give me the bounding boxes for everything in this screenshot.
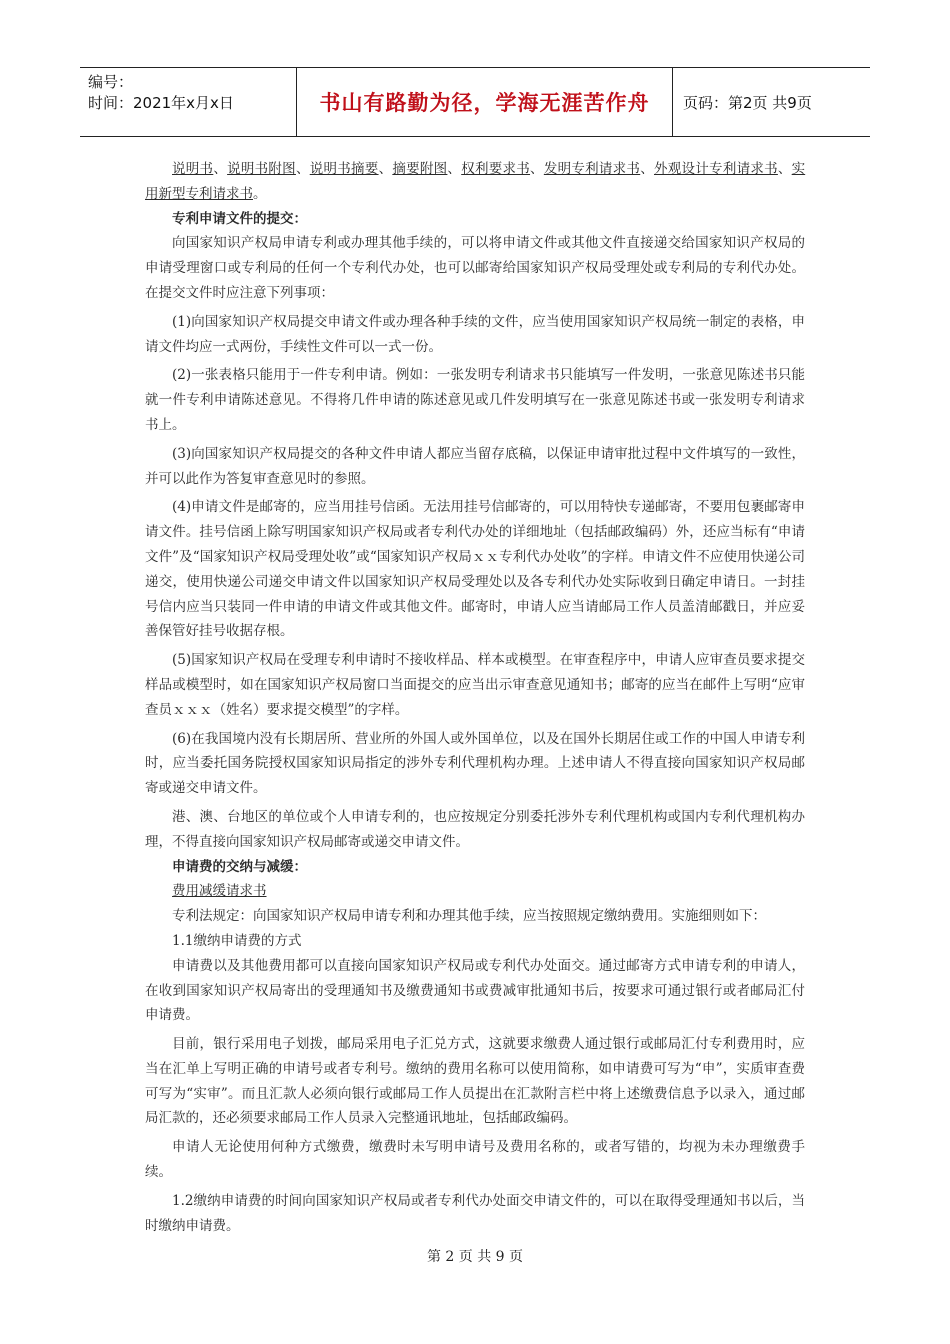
paragraph: (3)向国家知识产权局提交的各种文件申请人都应当留存底稿，以保证申请审批过程中文件填写的一致性，并可以此作为答复审查意见时的参照。	[145, 445, 805, 487]
number-label: 编号：	[88, 73, 134, 91]
paragraph: (2)一张表格只能用于一件专利申请。例如：一张发明专利请求书只能填写一件发明，一张意见陈述书只能就一件专利申请陈述意见。不得将几件申请的陈述意见或几件发明填写在一张意见陈述书或一张发明专利请求书上。	[145, 367, 805, 433]
header-table	[80, 67, 870, 137]
paragraph: 专利法规定：向国家知识产权局申请专利和办理其他手续，应当按照规定缴纳费用。实施细则如下：	[172, 908, 766, 925]
link-invention-request[interactable]: 发明专利请求书	[543, 161, 641, 177]
paragraph: 申请费以及其他费用都可以直接向国家知识产权局或专利代办处面交。通过邮寄方式申请专利的申请人，在收到国家知识产权局寄出的受理通知书及缴费通知书或费减审批通知书后，按要求可通过银行或者邮局汇付申请费。	[145, 957, 805, 1024]
date-label: 时间：2021年x月x日	[88, 94, 234, 112]
document-links: 说明书、说明书附图、说明书摘要、摘要附图、权利要求书、发明专利请求书、外观设计专利请求书、实用新型专利请求书。	[145, 161, 806, 202]
link-abstract-drawing[interactable]: 摘要附图	[392, 161, 448, 177]
page-footer: 第 2 页 共 9 页	[426, 1249, 524, 1265]
link-utility-request[interactable]: 实用新型专利请求书	[145, 161, 806, 202]
link-specification[interactable]: 说明书	[172, 161, 214, 177]
paragraph: (1)向国家知识产权局提交申请文件或办理各种手续的文件，应当使用国家知识产权局统一制定的表格，申请文件均应一式两份，手续性文件可以一式一份。	[145, 313, 805, 355]
subheading: 1.1缴纳申请费的方式	[172, 932, 302, 949]
motto: 书山有路勤为径，学海无涯苦作舟	[319, 91, 650, 115]
paragraph: (5)国家知识产权局在受理专利申请时不接收样品、样本或模型。在审查程序中，申请人应审查员要求提交样品或模型时，如在国家知识产权局窗口当面提交的应当出示审查意见通知书；邮寄的应当在邮件上写明“应审查员ｘｘｘ（姓名）要求提交模型”的字样。	[145, 652, 805, 718]
paragraph: 申请人无论使用何种方式缴费，缴费时未写明申请号及费用名称的，或者写错的，均视为未办理缴费手续。	[145, 1139, 805, 1181]
header-left-cell	[80, 68, 297, 136]
paragraph: (6)在我国境内没有长期居所、营业所的外国人或外国单位，以及在国外长期居住或工作的中国人申请专利时，应当委托国务院授权国家知识局指定的涉外专利代理机构办理。上述申请人不得直接向国家知识产权局邮寄或递交申请文件。	[145, 730, 805, 797]
link-fee-reduction-request[interactable]: 费用减缓请求书	[172, 883, 267, 900]
link-specification-drawings[interactable]: 说明书附图	[227, 161, 296, 177]
page-label-cell	[673, 68, 870, 136]
link-abstract[interactable]: 说明书摘要	[309, 161, 379, 177]
section-heading-fees: 申请费的交纳与减缓：	[172, 858, 307, 875]
fee-reduction-link-line	[145, 879, 805, 904]
motto-cell	[297, 68, 673, 136]
section-heading-submission: 专利申请文件的提交：	[172, 210, 307, 227]
paragraph: 向国家知识产权局申请专利或办理其他手续的，可以将申请文件或其他文件直接递交给国家知识产权局的申请受理窗口或专利局的任何一个专利代办处，也可以邮寄给国家知识产权局受理处或专利局的专利代办处。在提交文件时应注意下列事项：	[145, 235, 805, 301]
link-design-request[interactable]: 外观设计专利请求书	[653, 161, 778, 177]
link-claims[interactable]: 权利要求书	[461, 161, 531, 177]
page-label: 页码：第2页 共9页	[683, 93, 812, 112]
paragraph: (4)申请文件是邮寄的，应当用挂号信函。无法用挂号信邮寄的，可以用特快专递邮寄，不要用包裹邮寄申请文件。挂号信函上除写明国家知识产权局或者专利代办处的详细地址（包括邮政编码）外，还应当标有“申请文件”及“国家知识产权局受理处收”或“国家知识产权局ｘｘ专利代办处收”的字样。申请文件不应使用快递公司递交，使用快递公司递交申请文件以国家知识产权局受理处以及各专利代办处实际收到日确定申请日。一封挂号信内应当只装同一件申请的申请文件或其他文件。邮寄时，申请人应当请邮局工作人员盖清邮戳日，并应妥善保管好挂号收据存根。	[145, 499, 805, 640]
document-body	[145, 157, 805, 1238]
paragraph: 1.2缴纳申请费的时间向国家知识产权局或者专利代办处面交申请文件的，可以在取得受理通知书以后，当时缴纳申请费。	[145, 1192, 805, 1234]
paragraph: 港、澳、台地区的单位或个人申请专利的，也应按规定分别委托涉外专利代理机构或国内专利代理机构办理，不得直接向国家知识产权局邮寄或递交申请文件。	[145, 808, 805, 850]
paragraph: 目前，银行采用电子划拨，邮局采用电子汇兑方式，这就要求缴费人通过银行或邮局汇付专利费用时，应当在汇单上写明正确的申请号或者专利号。缴纳的费用名称可以使用简称，如申请费可写为“申”，实质审查费可写为“实审”。而且汇款人必须向银行或邮局工作人员提出在汇款附言栏中将上述缴费信息予以录入，通过邮局汇款的，还必须要求邮局工作人员录入完整通讯地址，包括邮政编码。	[145, 1036, 805, 1127]
